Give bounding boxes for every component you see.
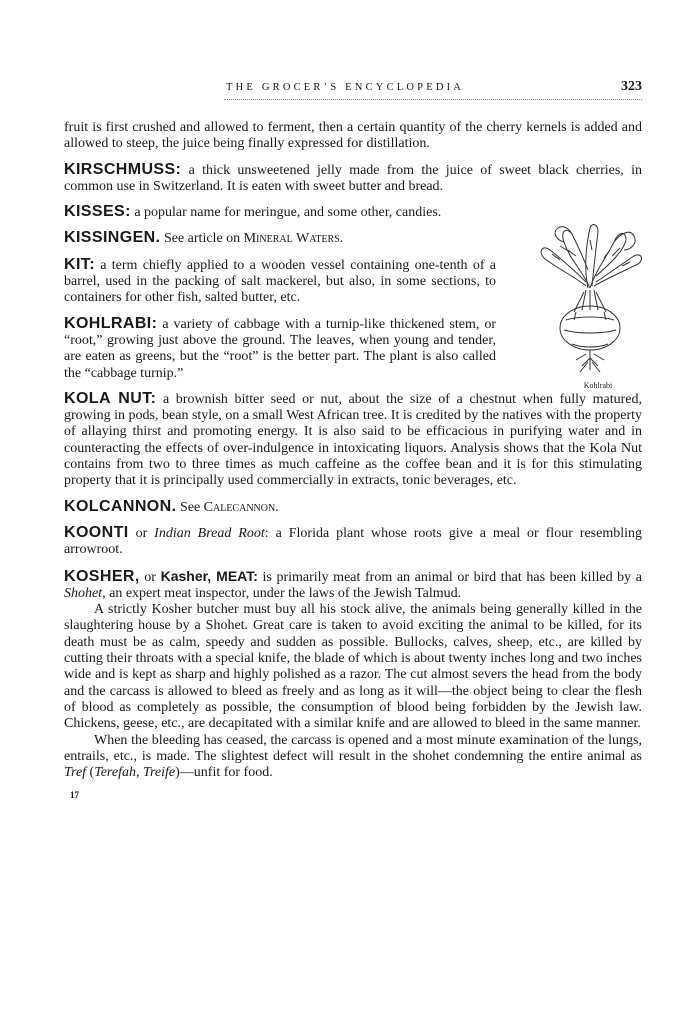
header-rule <box>224 99 642 100</box>
entry-text: : a Florida plant whose roots give a meal or flour resembling arrowroot. <box>64 525 643 558</box>
term-tref: Tref <box>64 765 87 781</box>
continued-text: fruit is first crushed and allowed to ferment, then a certain quantity of the cherry kernels is added and allowed to steep, the juice being finally expressed for distillation. <box>64 120 642 152</box>
page-number: 323 <box>621 79 642 94</box>
headword: KOONTI <box>64 523 129 541</box>
entry-text: a thick unsweetened jelly made from the juice of sweet black cherries, in common use in Switzerland. It is eaten with sweet butter and bread. <box>64 162 642 194</box>
entry-text: )—unfit for food. <box>175 765 273 781</box>
entry-text: When the bleeding has ceased, the carcass is opened and a most minute examination of the lungs, entrails, etc., is made. The slightest defect will result in the shohet condemning the entire animal as <box>64 732 642 764</box>
kohlrabi-illustration <box>530 220 650 395</box>
alternate-name: Indian Bread Root <box>154 525 265 541</box>
alternate-headword: Kasher, MEAT: <box>160 567 258 584</box>
entry-text: a brownish bitter seed or nut, about the size of a chestnut when fully matured, growing in pods, bean style, on a small West African tree. It is credited by the natives with the property of allaying thirst and promoting energy. It is also said to be efficacious in purifying water and in counteracting the effects of over-indulgence in intoxicating liquors. Analysis shows that the Kola Nut contains from two to three times as much caffeine as the coffee bean and it is for this stimulating property that it is principally used commercially in extracts, tonic beverages, etc. <box>64 391 643 489</box>
entry-text: a popular name for meringue, and some other, candies. <box>130 205 442 221</box>
headword: KISSINGEN. <box>64 229 161 247</box>
entry-text: a variety of cabbage with a turnip-like thickened stem, or “root,” growing just above the ground. The leaves, when young and tender, are eaten as greens, but the “root” is the better part. The plant is also called the “cabbage turnip.” <box>64 316 496 381</box>
headword: KOLCANNON. <box>64 497 177 515</box>
entry-kola-nut <box>64 391 642 490</box>
headword: KISSES: <box>64 203 131 221</box>
entry-text: is primarily meat from an animal or bird that has been killed by a <box>257 569 642 585</box>
cross-reference: Calecannon <box>203 499 276 515</box>
entry-text: . <box>339 231 344 247</box>
kosher-paragraph-3 <box>64 733 642 782</box>
entry-kissingen <box>64 230 496 247</box>
entry-kirschmuss <box>64 162 642 196</box>
entry-koonti <box>64 525 642 559</box>
entry-kolcannon <box>64 499 642 516</box>
headword: KOLA NUT: <box>64 389 157 407</box>
running-title: THE GROCER’S ENCYCLOPEDIA <box>226 82 465 93</box>
signature-mark: 17 <box>70 790 79 801</box>
entry-text: an expert meat inspector, under the laws of the Jewish Talmud. <box>105 585 462 601</box>
entry-kohlrabi <box>64 316 496 382</box>
entry-kisses <box>64 204 496 221</box>
headword: KIT: <box>64 255 95 273</box>
entry-text: or <box>128 525 155 541</box>
running-header <box>64 79 642 98</box>
entry-text: . <box>275 499 279 515</box>
figure-caption: Kohlrabi <box>583 381 613 390</box>
entry-text: See <box>176 499 204 515</box>
entry-text: See article on <box>160 231 244 247</box>
headword: KOSHER, <box>64 567 140 585</box>
kohlrabi-drawing <box>530 220 650 380</box>
kosher-paragraph-2: A strictly Kosher butcher must buy all his stock alive, the animals being generally killed in the slaughtering house by a Shohet. Great care is taken to avoid exciting the animal to be killed, for its death must be as calm, speedy and sudden as possible. Bullocks, calves, sheep, etc., are killed by cutting their throats with a special knife, the blade of which is about twenty inches long and two inches wide and is kept as sharp and highly polished as a razor. The cut almost severs the head from the body and the carcass is allowed to bleed as freely and as long as it will—the object being to clear the flesh of blood as completely as possible, the consumption of blood being forbidden by the Jewish law. Chickens, geese, etc., are decapitated with a similar knife and are allowed to bleed in the same manner. <box>64 602 642 732</box>
cross-reference: Mineral Waters <box>243 231 340 247</box>
term-shohet: Shohet, <box>64 585 106 601</box>
entry-kosher <box>64 568 642 603</box>
headword: KIRSCHMUSS: <box>64 160 182 178</box>
entry-text: ( <box>86 765 95 781</box>
headword: KOHLRABI: <box>64 314 158 332</box>
term-terefah: Terefah, Treife <box>94 765 176 781</box>
entry-kit <box>64 257 496 307</box>
entry-text: or <box>139 569 161 585</box>
entry-text: a term chiefly applied to a wooden vessel containing one-tenth of a barrel, used in the packing of salt mackerel, but also, in some sections, to containers for other fish, salted butter, etc. <box>64 257 496 306</box>
